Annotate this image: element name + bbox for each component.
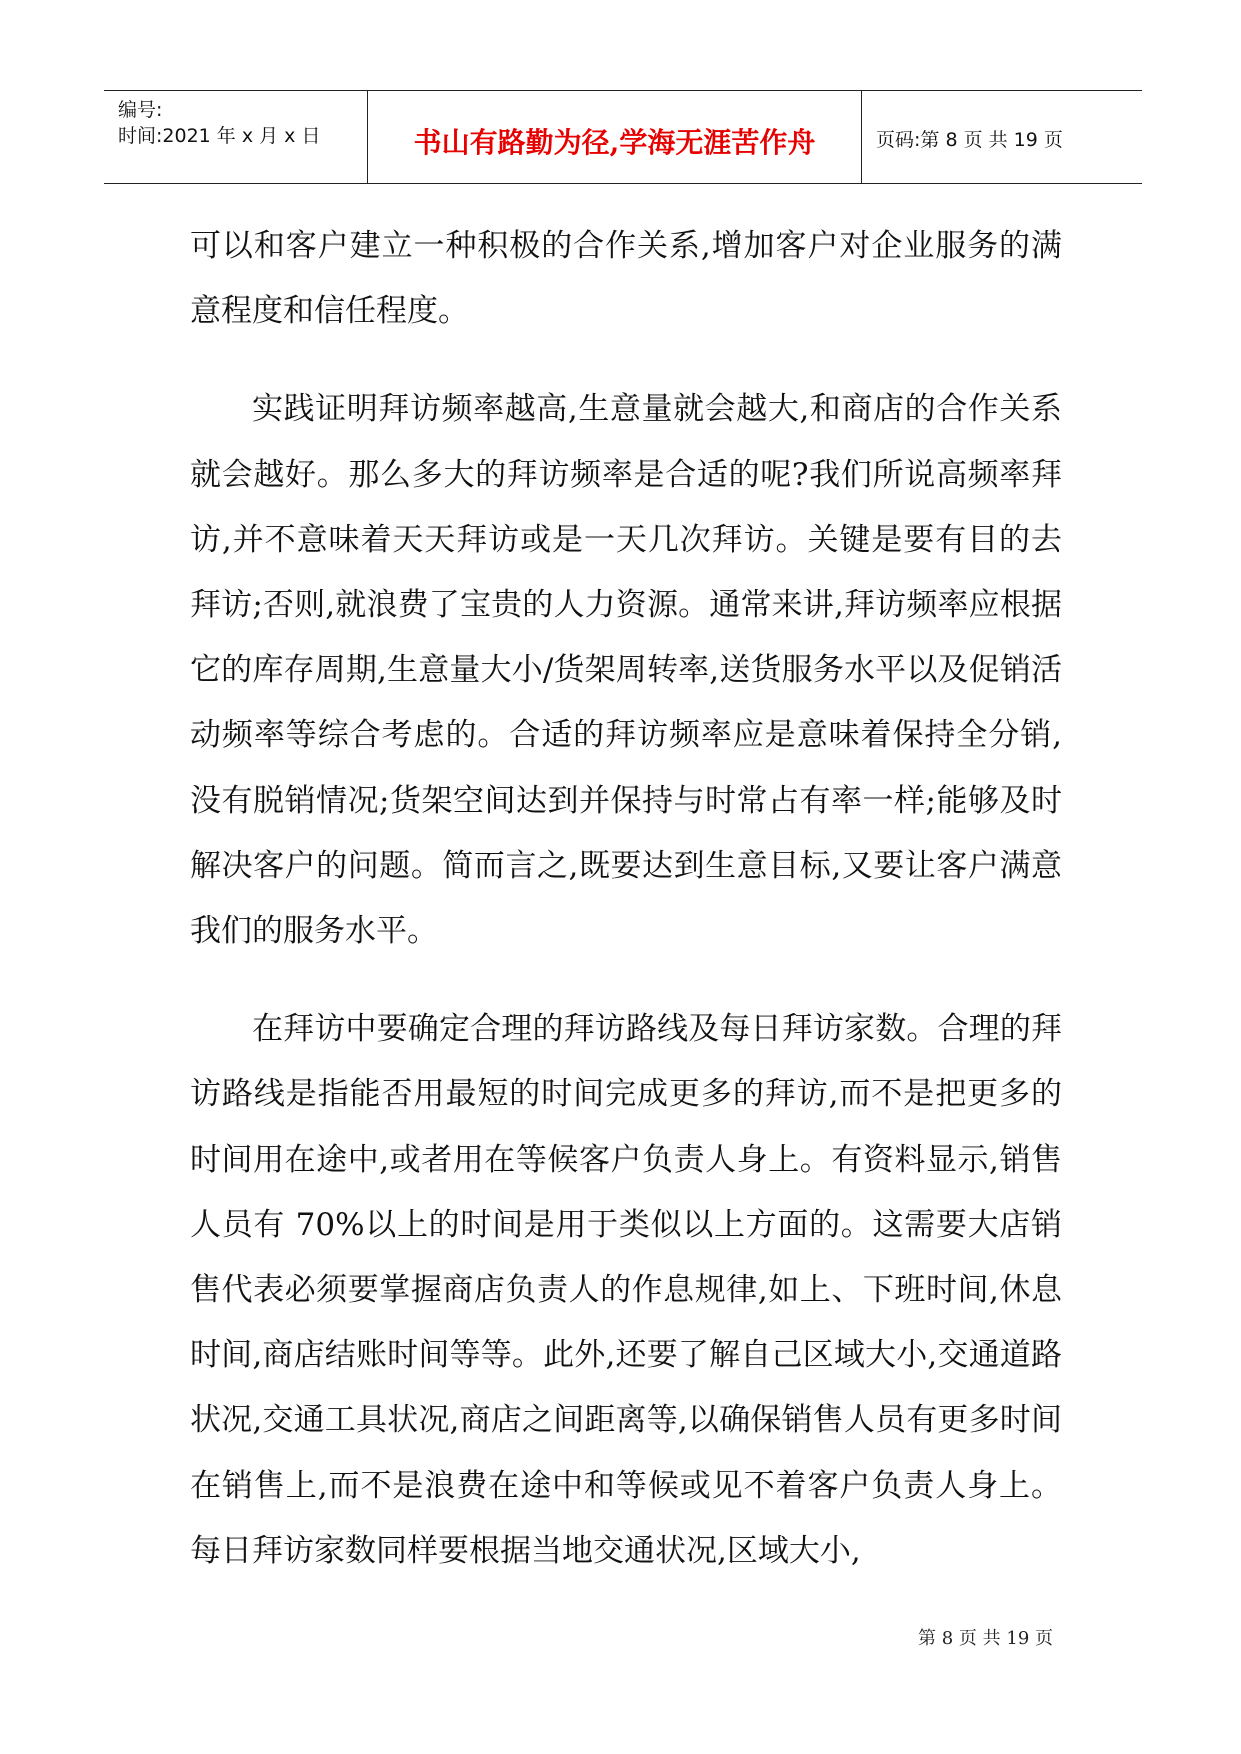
document-number-label: 编号:	[118, 99, 163, 121]
header-left-cell	[104, 91, 368, 183]
document-time-label: 时间:2021 年 x 月 x 日	[118, 125, 321, 147]
document-body	[190, 214, 1062, 1617]
page-footer: 第 8 页 共 19 页	[918, 1628, 1053, 1649]
header-right-cell	[862, 91, 1142, 183]
header-page-number: 页码:第 8 页 共 19 页	[876, 129, 1063, 151]
page-header	[104, 90, 1142, 184]
paragraph-visit-frequency: 实践证明拜访频率越高,生意量就会越大,和商店的合作关系就会越好。那么多大的拜访频率是合适的呢?我们所说高频率拜访,并不意味着天天拜访或是一天几次拜访。关键是要有目的去拜访;否则,就浪费了宝贵的人力资源。通常来讲,拜访频率应根据它的库存周期,生意量大小/货架周转率,送货服务水平以及促销活动频率等综合考虑的。合适的拜访频率应是意味着保持全分销,没有脱销情况;货架空间达到并保持与时常占有率一样;能够及时解决客户的问题。简而言之,既要达到生意目标,又要让客户满意我们的服务水平。	[190, 391, 1062, 950]
paragraph-visit-route: 在拜访中要确定合理的拜访路线及每日拜访家数。合理的拜访路线是指能否用最短的时间完成更多的拜访,而不是把更多的时间用在途中,或者用在等候客户负责人身上。有资料显示,销售人员有 70%以上的时间是用于类似以上方面的。这需要大店销售代表必须要掌握商店负责人的作息规律,如上、下班时间,休息时间,商店结账时间等等。此外,还要了解自己区域大小,交通道路状况,交通工具状况,商店之间距离等,以确保销售人员有更多时间在销售上,而不是浪费在途中和等候或见不着客户负责人身上。每日拜访家数同样要根据当地交通状况,区域大小,	[190, 1011, 1062, 1569]
paragraph-continued: 可以和客户建立一种积极的合作关系,增加客户对企业服务的满意程度和信任程度。	[190, 228, 1062, 330]
header-motto: 书山有路勤为径,学海无涯苦作舟	[413, 126, 816, 159]
header-middle-cell	[368, 91, 862, 183]
